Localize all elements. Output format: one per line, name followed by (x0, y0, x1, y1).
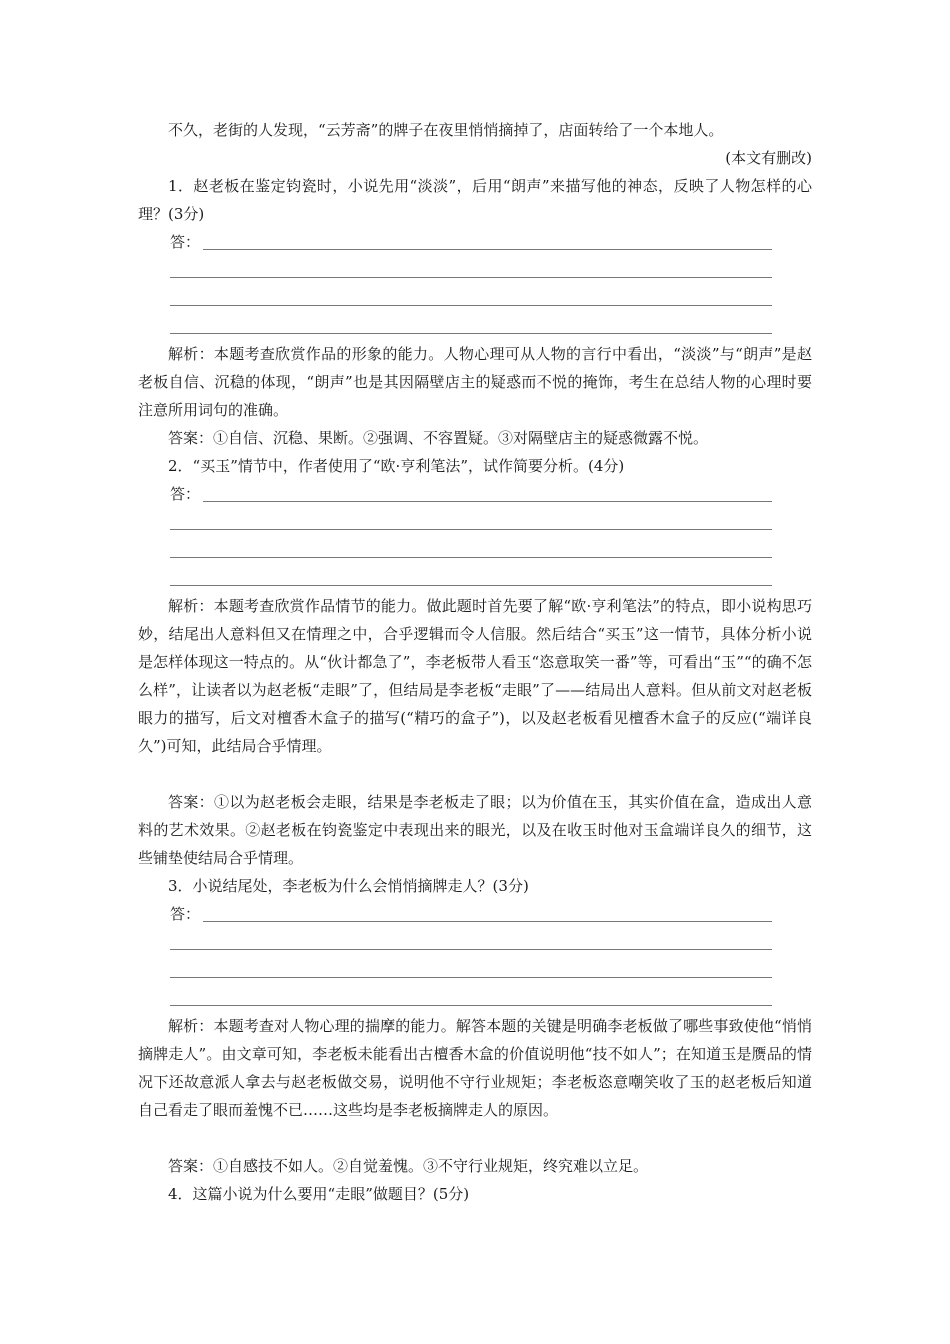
question-1: 1．赵老板在鉴定钧瓷时，小说先用“淡淡”，后用“朗声”来描写他的神态，反映了人物怎样的心理？(3分) (138, 177, 812, 223)
analysis-1: 解析：本题考查欣赏作品的形象的能力。人物心理可从人物的言行中看出，“淡淡”与“朗声”是赵老板自信、沉稳的体现，“朗声”也是其因隔壁店主的疑惑而不悦的掩饰，考生在总结人物的心理时要注意所用词句的准确。 (138, 345, 812, 419)
question-2: 2．“买玉”情节中，作者使用了“欧·亨利笔法”，试作简要分析。(4分) (168, 457, 625, 475)
answer-label-1: 答： (170, 233, 201, 251)
answer-line[interactable] (170, 333, 772, 334)
question-4: 4．这篇小说为什么要用“走眼”做题目？(5分) (168, 1185, 470, 1203)
answer-label-2: 答： (170, 485, 201, 503)
edit-note: (本文有删改) (725, 149, 812, 167)
answer-line[interactable] (170, 949, 772, 950)
answer-line[interactable] (170, 977, 772, 978)
answer-line[interactable] (203, 921, 772, 922)
answer-line[interactable] (170, 1005, 772, 1006)
answer-line[interactable] (170, 277, 772, 278)
answer-line[interactable] (203, 249, 772, 250)
analysis-2: 解析：本题考查欣赏作品情节的能力。做此题时首先要了解“欧·亨利笔法”的特点，即小说构思巧妙，结尾出人意料但又在情理之中，合乎逻辑而令人信服。然后结合“买玉”这一情节，具体分析小说是怎样体现这一特点的。从“伙计都急了”，李老板带人看玉“恣意取笑一番”等，可看出“玉”“的确不怎么样”，让读者以为赵老板“走眼”了，但结局是李老板“走眼”了——结局出人意料。但从前文对赵老板眼力的描写，后文对檀香木盒子的描写(“精巧的盒子”)，以及赵老板看见檀香木盒子的反应(“端详良久”)可知，此结局合乎情理。 (138, 597, 812, 755)
story-ending-paragraph: 不久，老街的人发现，“云芳斋”的牌子在夜里悄悄摘掉了，店面转给了一个本地人。 (168, 121, 724, 139)
question-3: 3．小说结尾处，李老板为什么会悄悄摘牌走人？(3分) (168, 877, 529, 895)
answer-line[interactable] (170, 585, 772, 586)
answer-2: 答案：①以为赵老板会走眼，结果是李老板走了眼；以为价值在玉，其实价值在盒，造成出人意料的艺术效果。②赵老板在钧瓷鉴定中表现出来的眼光，以及在收玉时他对玉盒端详良久的细节，这些铺垫使结局合乎情理。 (138, 793, 812, 867)
answer-label-3: 答： (170, 905, 201, 923)
answer-line[interactable] (203, 501, 772, 502)
answer-1: 答案：①自信、沉稳、果断。②强调、不容置疑。③对隔壁店主的疑惑微露不悦。 (168, 429, 709, 447)
answer-3: 答案：①自感技不如人。②自觉羞愧。③不守行业规矩，终究难以立足。 (168, 1157, 649, 1175)
answer-line[interactable] (170, 557, 772, 558)
analysis-3: 解析：本题考查对人物心理的揣摩的能力。解答本题的关键是明确李老板做了哪些事致使他“悄悄摘牌走人”。由文章可知，李老板未能看出古檀香木盒的价值说明他“技不如人”；在知道玉是赝品的情况下还故意派人拿去与赵老板做交易，说明他不守行业规矩；李老板恣意嘲笑收了玉的赵老板后知道自己看走了眼而羞愧不已……这些均是李老板摘牌走人的原因。 (138, 1017, 812, 1119)
answer-line[interactable] (170, 529, 772, 530)
answer-line[interactable] (170, 305, 772, 306)
